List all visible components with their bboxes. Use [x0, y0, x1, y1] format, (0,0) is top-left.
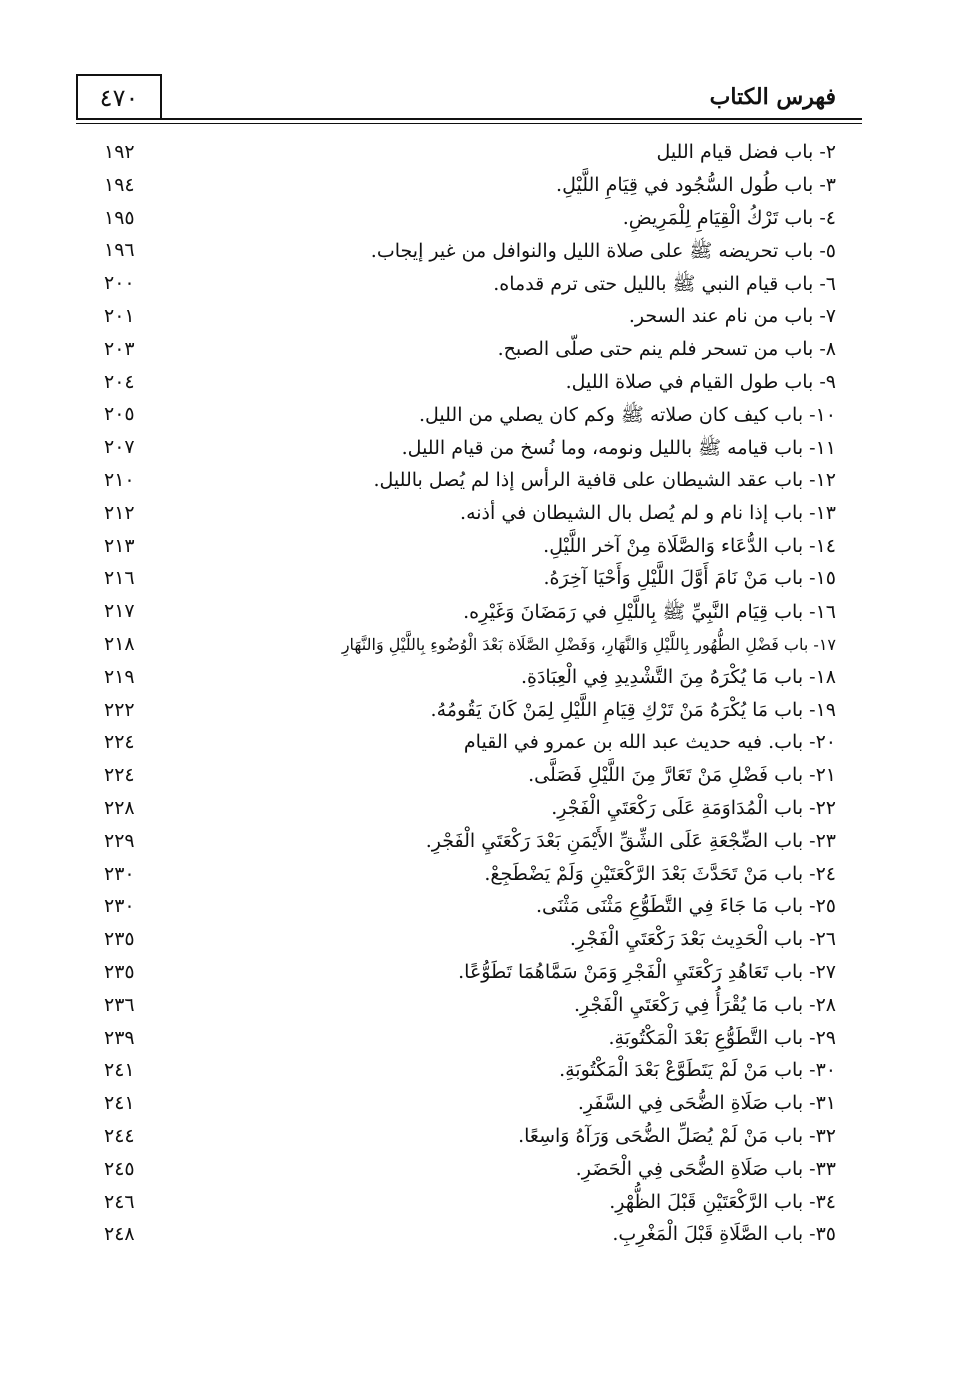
toc-entry: [90, 532, 850, 565]
toc-entry: [90, 1122, 850, 1155]
toc-entry: [90, 1089, 850, 1122]
page-number: ٤٧٠: [76, 74, 162, 120]
toc-entry-page: ٢١٨: [104, 632, 135, 655]
running-title: فهرس الكتاب: [709, 84, 836, 110]
toc-entry-page: ٢٢٤: [104, 764, 135, 787]
toc-entry: [90, 860, 850, 893]
toc-entry: [90, 400, 850, 433]
toc-entry: [90, 236, 850, 269]
toc-entry-page: ٢٠٥: [104, 403, 135, 426]
toc-entry: [90, 335, 850, 368]
toc-entry-title: ١٦- باب قِيَام النَّبِيِّ ﷺ بِاللَّيْلِ في رَمَضَانَ وَغَيْرِه.: [463, 601, 836, 624]
toc-entry-page: ١٩٤: [104, 173, 135, 196]
toc-entry-page: ٢٣٩: [104, 1026, 135, 1049]
toc-entry: [90, 302, 850, 335]
toc-entry: [90, 794, 850, 827]
toc-entry-page: ٢١٢: [104, 501, 135, 524]
toc-entry-page: ٢٤٤: [104, 1124, 135, 1147]
toc-entry: [90, 466, 850, 499]
toc-entry-page: ٢١٠: [104, 468, 135, 491]
toc-entry-title: ١٣- باب إذا نام و لم يُصل بال الشيطان في أذنه.: [460, 501, 836, 524]
toc-entry-page: ٢٠٣: [104, 337, 135, 360]
toc-entry-title: ١٤- باب الدُّعَاء وَالصَّلَاة مِنْ آخر اللَّيْلِ.: [543, 534, 836, 557]
toc-entry-page: ٢٣٥: [104, 928, 135, 951]
toc-entry-title: ٢٩- باب التَّطَوُّعِ بَعْدَ الْمَكْتُوبَةِ.: [608, 1026, 836, 1049]
toc-entry-title: ١٨- باب مَا يُكْرَهُ مِنَ التَّشْدِيدِ فِي الْعِبَادَةِ.: [520, 665, 836, 688]
toc-entry: [90, 433, 850, 466]
toc-entry-title: ٢٣- باب الضِّجْعَةِ عَلَى الشِّقِّ الأَيْمَنِ بَعْدَ رَكْعَتَيِ الْفَجْرِ.: [425, 829, 836, 852]
toc-entry-title: ١١- باب قيامه ﷺ بالليل ونومه، وما نُسخ من قيام الليل.: [401, 437, 836, 460]
toc-entry: [90, 991, 850, 1024]
toc-entry: [90, 696, 850, 729]
toc-entry: [90, 204, 850, 237]
toc-entry: [90, 138, 850, 171]
toc-entry: [90, 1155, 850, 1188]
toc-entry-title: ٢٤- باب مَنْ تَحَدَّثَ بَعْدَ الرَّكْعَتَيْنِ وَلَمْ يَضْطَجِعْ.: [484, 862, 836, 885]
toc-entry-page: ٢١٩: [104, 665, 135, 688]
toc-entry-title: ٣١- باب صَلَاةِ الضُّحَى فِي السَّفَرِ.: [577, 1092, 836, 1115]
toc-entry-title: ٢٧- باب تَعَاهُدِ رَكْعَتَيِ الْفَجْرِ وَمَنْ سَمَّاهُمَا تَطَوُّعًا.: [458, 960, 836, 983]
toc-entry-page: ٢٣٠: [104, 895, 135, 918]
toc-entry: [90, 925, 850, 958]
toc-entry-title: ٢١- باب فَضْلِ مَنْ تَعَارَّ مِنَ اللَّيْلِ فَصَلَّى.: [528, 764, 836, 787]
toc-entry-title: ٢- باب فضل قيام الليل: [656, 141, 836, 163]
toc-entry-page: ٢٢٢: [104, 698, 135, 721]
toc-entry: [90, 663, 850, 696]
toc-entry-title: ٨- باب من تسحر فلم ينم حتى صلّى الصبح.: [497, 337, 836, 360]
toc-entry: [90, 269, 850, 302]
toc-entry-title: ٣- باب طُول السُّجُود في قِيَامِ اللَّيْلِ.: [556, 173, 836, 196]
toc-entry-page: ٢٠٠: [104, 272, 135, 295]
toc-entry: [90, 1188, 850, 1221]
toc-entry-page: ٢٠٤: [104, 370, 135, 393]
toc-entry-page: ١٩٢: [104, 141, 135, 163]
toc-entry-title: ١٧- باب فَضْلِ الطُّهُور بِاللَّيْلِ وَالنَّهَارِ، وَفَضْلِ الصَّلَاة بَعْدَ الْوُضُوءِ بِاللَّيْلِ وَالنَّهَارِ: [341, 634, 836, 654]
toc-entry-page: ٢١٦: [104, 567, 135, 590]
toc-entry-title: ٧- باب من نام عند السحر.: [628, 304, 836, 327]
toc-entry-title: ٢٨- باب مَا يُقْرَأُ فِي رَكْعَتَيِ الْفَجْرِ.: [573, 993, 836, 1016]
toc-entry-title: ٣٣- باب صَلَاةِ الضُّحَى فِي الْحَضَرِ.: [575, 1157, 836, 1180]
toc-entry-page: ٢٤٦: [104, 1190, 135, 1213]
toc-entry-title: ١٠- باب كيف كان صلاته ﷺ وكم كان يصلي من الليل.: [418, 404, 836, 427]
toc-entry-page: ١٩٦: [104, 239, 135, 262]
toc-entry-title: ٣٢- باب مَنْ لَمْ يُصَلِّ الضُّحَى وَرَآهُ وَاسِعًا.: [518, 1124, 836, 1147]
toc-entry-title: ٢٠- باب. فيه حديث عبد الله بن عمرو في القيام: [463, 731, 836, 754]
toc-entry: [90, 761, 850, 794]
toc-entry-title: ٣٤- باب الرَّكْعَتَيْنِ قَبْلَ الظُّهْرِ.: [609, 1190, 836, 1213]
toc-entry-page: ٢٢٩: [104, 829, 135, 852]
toc-entry-page: ٢٤١: [104, 1059, 135, 1082]
toc-entry: [90, 564, 850, 597]
toc-entry-page: ٢٠٧: [104, 436, 135, 459]
toc-entry-page: ٢٠١: [104, 304, 135, 327]
header-rule: [76, 118, 862, 124]
toc-entry: [90, 827, 850, 860]
toc-entry: [90, 958, 850, 991]
toc-entry-page: ٢٣٠: [104, 862, 135, 885]
toc-entry-page: ٢٢٨: [104, 796, 135, 819]
toc-entry-page: ٢٣٥: [104, 960, 135, 983]
toc-entry: [90, 1024, 850, 1057]
toc-entry: [90, 1056, 850, 1089]
toc-entry: [90, 368, 850, 401]
toc-entry-page: ٢١٧: [104, 600, 135, 623]
toc-entry-page: ٢٣٦: [104, 993, 135, 1016]
toc-entry: [90, 728, 850, 761]
toc-entry: [90, 597, 850, 630]
toc-entry-title: ٥- باب تحريضه ﷺ على صلاة الليل والنوافل من غير إيجاب.: [370, 240, 836, 263]
toc-entry-title: ٣٥- باب الصَّلَاةِ قَبْلَ الْمَغْرِبِ.: [612, 1223, 836, 1246]
toc-entry-title: ٦- باب قيام النبي ﷺ بالليل حتى ترم قدماه.: [493, 273, 836, 296]
toc-entry: [90, 892, 850, 925]
table-of-contents: [90, 138, 850, 1253]
toc-entry: [90, 630, 850, 663]
toc-entry-page: ٢٢٤: [104, 731, 135, 754]
toc-entry-page: ٢٤٥: [104, 1157, 135, 1180]
toc-entry-page: ٢٤٨: [104, 1223, 135, 1246]
toc-entry-title: ٢٦- باب الْحَدِيث بَعْدَ رَكْعَتَيِ الْفَجْرِ.: [569, 928, 836, 951]
toc-entry-page: ١٩٥: [104, 206, 135, 229]
toc-entry-title: ١٥- باب مَنْ نَامَ أَوَّلَ اللَّيْلِ وَأَحْيَا آخِرَهُ.: [543, 567, 836, 590]
toc-entry-title: ٣٠- باب مَنْ لَمْ يَتَطَوَّعْ بَعْدَ الْمَكْتُوبَةِ.: [559, 1059, 836, 1082]
toc-entry-title: ٢٥- باب مَا جَاءَ فِي التَّطَوُّعِ مَثْنَى مَثْنَى.: [536, 895, 836, 918]
toc-entry: [90, 171, 850, 204]
toc-entry-page: ٢١٣: [104, 534, 135, 557]
toc-entry-title: ٤- باب تَرْكُ الْقِيَامِ لِلْمَرِيضِ.: [622, 206, 836, 229]
toc-entry-title: ١٩- باب مَا يُكْرَهُ مَنْ تَرْكِ قِيَامِ اللَّيْلِ لِمَنْ كَانَ يَقُومُهُ.: [430, 698, 836, 721]
toc-entry-title: ١٢- باب عقد الشيطان على قافية الرأس إذا لم يُصل بالليل.: [373, 468, 836, 491]
toc-entry-page: ٢٤١: [104, 1092, 135, 1115]
toc-entry-title: ٩- باب طول القيام في صلاة الليل.: [565, 370, 836, 393]
toc-entry: [90, 499, 850, 532]
toc-entry-title: ٢٢- باب الْمُدَاوَمَةِ عَلَى رَكْعَتَيِ الْفَجْرِ.: [551, 796, 836, 819]
toc-entry: [90, 1220, 850, 1253]
